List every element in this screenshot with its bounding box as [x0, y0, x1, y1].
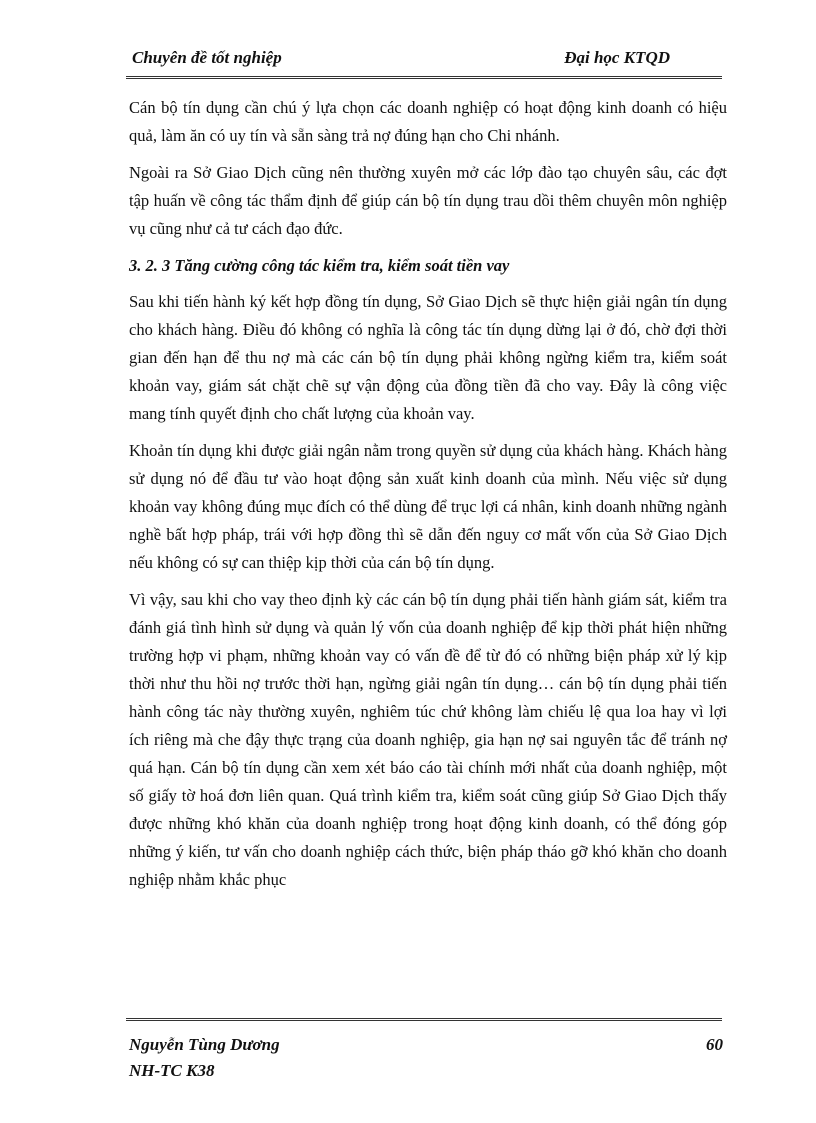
paragraph-2: Ngoài ra Sở Giao Dịch cũng nên thường xuyên mở các lớp đào tạo chuyên sâu, các đợt tập huấn về công tác thẩm định để giúp cán bộ tín dụng trau dồi thêm chuyên môn nghiệp vụ cũng như cả tư cách đạo đức. [129, 163, 727, 238]
footer-divider [126, 1018, 722, 1021]
page-footer [129, 1032, 723, 1084]
paragraph-5: Vì vậy, sau khi cho vay theo định kỳ các cán bộ tín dụng phải tiến hành giám sát, kiểm tra đánh giá tình hình sử dụng và quản lý vốn của doanh nghiệp để kịp thời phát hiện những trường hợp vi phạm, những khoản vay có vấn đề để từ đó có những biện pháp xử lý kịp thời như thu hồi nợ trước thời hạn, ngừng giải ngân tín dụng… cán bộ tín dụng phải tiến hành công tác này thường xuyên, nghiêm túc chứ không làm chiếu lệ qua loa hay vì lợi ích riêng mà che đậy thực trạng của doanh nghiệp, gia hạn nợ sai nguyên tắc để tránh nợ quá hạn. Cán bộ tín dụng cần xem xét báo cáo tài chính mới nhất của doanh nghiệp, một số giấy tờ hoá đơn liên quan. Quá trình kiểm tra, kiểm soát cũng giúp Sở Giao Dịch thấy được những khó khăn của doanh nghiệp trong hoạt động kinh doanh, có thể đóng góp những ý kiến, tư vấn cho doanh nghiệp cách thức, biện pháp tháo gỡ khó khăn cho doanh nghiệp nhằm khắc phục [129, 590, 727, 889]
header-university: Đại học KTQD [564, 48, 670, 67]
section-heading: 3. 2. 3 Tăng cường công tác kiểm tra, kiểm soát tiền vay [129, 256, 510, 275]
header-divider [126, 76, 722, 79]
page-number: 60 [706, 1035, 723, 1054]
footer-class: NH-TC K38 [129, 1061, 215, 1080]
page-header [132, 48, 676, 74]
footer-author: Nguyễn Tùng Dương [129, 1035, 280, 1054]
header-title: Chuyên đề tốt nghiệp [132, 48, 282, 67]
paragraph-3: Sau khi tiến hành ký kết hợp đồng tín dụng, Sở Giao Dịch sẽ thực hiện giải ngân tín dụng cho khách hàng. Điều đó không có nghĩa là công tác tín dụng dừng lại ở đó, chờ đợi thời gian đến hạn để thu nợ mà các cán bộ tín dụng phải không ngừng kiểm tra, kiểm soát khoản vay, giám sát chặt chẽ sự vận động của đồng tiền đã cho vay. Đây là công việc mang tính quyết định cho chất lượng của khoản vay. [129, 292, 727, 423]
paragraph-4: Khoản tín dụng khi được giải ngân nằm trong quyền sử dụng của khách hàng. Khách hàng sử dụng nó để đầu tư vào hoạt động sản xuất kinh doanh của mình. Nếu việc sử dụng khoản vay không đúng mục đích có thể dùng để trục lợi cá nhân, kinh doanh những ngành nghề bất hợp pháp, trái với hợp đồng thì sẽ dẫn đến nguy cơ mất vốn của Sở Giao Dịch nếu không có sự can thiệp kịp thời của cán bộ tín dụng. [129, 441, 727, 572]
page-body [129, 94, 727, 903]
paragraph-1: Cán bộ tín dụng cần chú ý lựa chọn các doanh nghiệp có hoạt động kinh doanh có hiệu quả, làm ăn có uy tín và sẵn sàng trả nợ đúng hạn cho Chi nhánh. [129, 98, 727, 145]
